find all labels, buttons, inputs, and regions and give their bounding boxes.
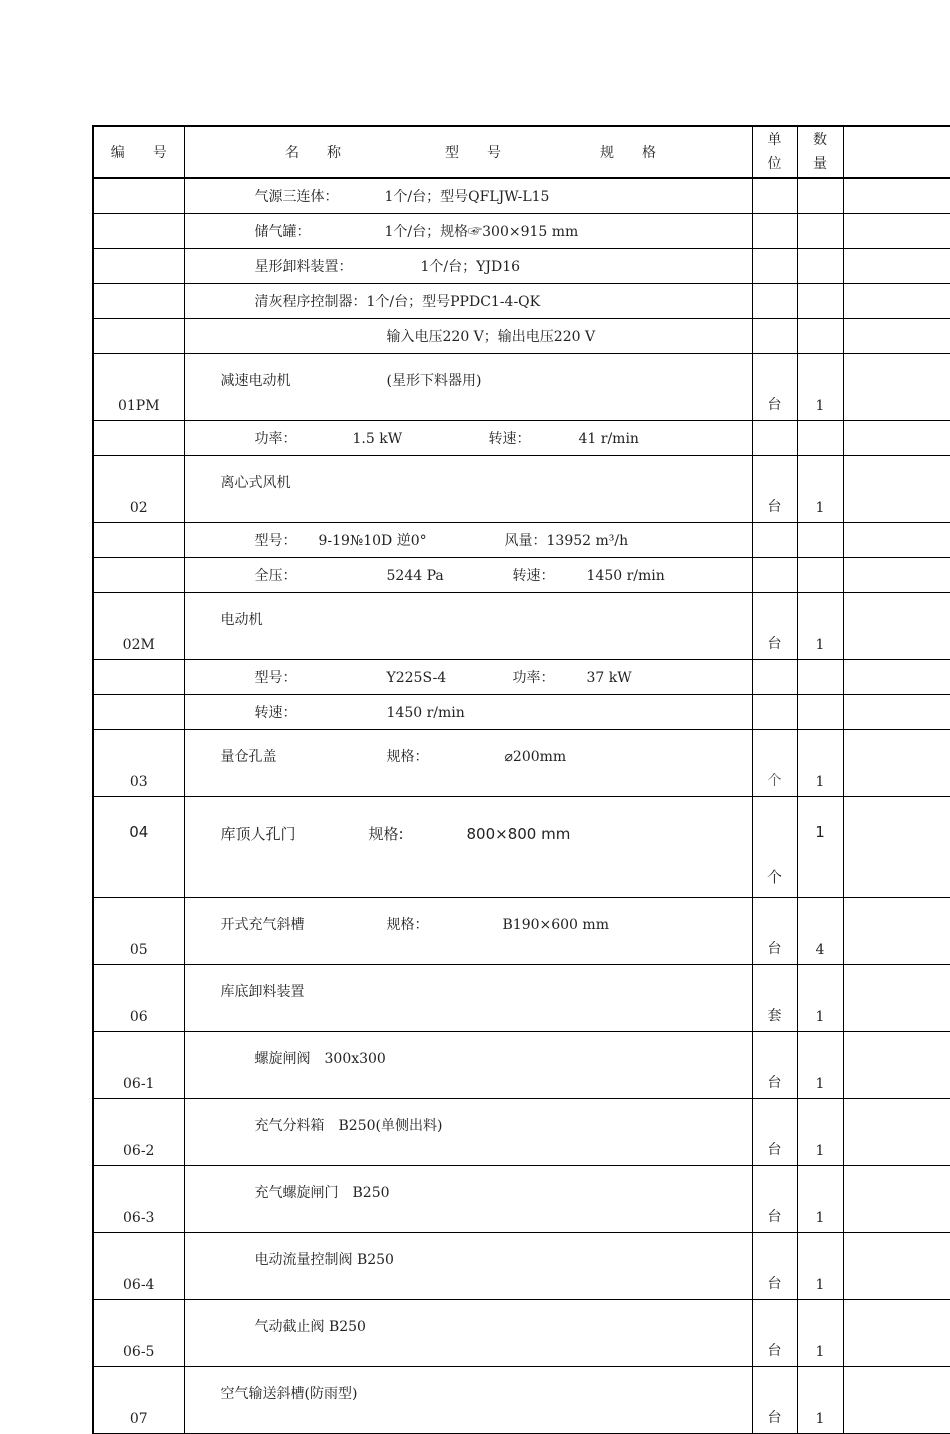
row-name [184, 797, 752, 898]
row-qty [797, 695, 843, 730]
row-text: 型号： [254, 533, 297, 549]
row-text: 风量：13952 m³/h [504, 533, 629, 549]
table-row [93, 660, 950, 695]
row-code [93, 421, 184, 456]
row-name [184, 178, 752, 214]
table-header-row [93, 126, 950, 178]
row-unit [752, 178, 797, 214]
row-qty [797, 319, 843, 354]
row-name: 空气输送斜槽(防雨型) [184, 1367, 752, 1434]
row-code: 04 [93, 797, 184, 898]
row-qty: 4 [797, 898, 843, 965]
row-qty: 1 [797, 1166, 843, 1233]
table-row [93, 284, 950, 319]
row-qty [797, 660, 843, 695]
row-code [93, 660, 184, 695]
header-remark [843, 126, 950, 178]
row-code: 06-3 [93, 1166, 184, 1233]
header-spec-part: 规 格 [600, 145, 656, 161]
header-model-part: 型 号 [445, 145, 501, 161]
row-name: 充气螺旋闸门 B250 [184, 1166, 752, 1233]
row-qty: 1 [797, 1233, 843, 1300]
table-row [93, 965, 950, 1032]
row-text: 储气罐： [254, 224, 311, 240]
row-qty: 1 [797, 456, 843, 523]
row-code: 06-5 [93, 1300, 184, 1367]
table-row [93, 695, 950, 730]
row-code: 06-2 [93, 1099, 184, 1166]
row-name [184, 695, 752, 730]
row-remark [843, 456, 950, 523]
row-qty: 1 [797, 1032, 843, 1099]
table-row [93, 1032, 950, 1099]
row-unit [752, 421, 797, 456]
row-code: 06-4 [93, 1233, 184, 1300]
row-name [184, 249, 752, 284]
row-qty: 1 [797, 354, 843, 421]
row-name: 电动机 [184, 593, 752, 660]
row-unit [752, 660, 797, 695]
row-remark [843, 178, 950, 214]
row-text: 规格： [386, 749, 429, 765]
row-text: 转速： [488, 431, 531, 447]
row-remark [843, 965, 950, 1032]
row-text: 5244 Pa [386, 568, 444, 584]
row-text: ⌀200mm [504, 749, 567, 765]
row-text: 转速： [254, 705, 297, 721]
row-qty: 1 [797, 593, 843, 660]
row-remark [843, 1099, 950, 1166]
row-unit: 台 [752, 456, 797, 523]
row-text: 星形卸料装置： [254, 259, 353, 275]
row-remark [843, 695, 950, 730]
table-row [93, 354, 950, 421]
row-code: 06 [93, 965, 184, 1032]
row-text: 1450 r/min [386, 705, 465, 721]
row-name [184, 214, 752, 249]
row-code: 05 [93, 898, 184, 965]
row-qty [797, 178, 843, 214]
row-name [184, 898, 752, 965]
row-qty [797, 558, 843, 593]
row-code [93, 178, 184, 214]
table-row [93, 178, 950, 214]
row-code [93, 319, 184, 354]
row-qty [797, 523, 843, 558]
table-row [93, 523, 950, 558]
row-unit: 台 [752, 1099, 797, 1166]
row-text: 41 r/min [578, 431, 639, 447]
row-unit: 个 [752, 730, 797, 797]
row-qty [797, 284, 843, 319]
row-remark [843, 1233, 950, 1300]
row-unit [752, 249, 797, 284]
row-name: 气动截止阀 B250 [184, 1300, 752, 1367]
table-row [93, 898, 950, 965]
row-name [184, 421, 752, 456]
row-code [93, 284, 184, 319]
header-unit: 单 位 [752, 126, 797, 178]
row-remark [843, 1032, 950, 1099]
table-row [93, 214, 950, 249]
row-text: 全压： [254, 568, 297, 584]
row-qty: 1 [797, 1099, 843, 1166]
row-remark [843, 354, 950, 421]
row-text: 800×800 mm [466, 825, 571, 843]
row-remark [843, 319, 950, 354]
header-name [184, 126, 752, 178]
header-qty: 数 量 [797, 126, 843, 178]
row-qty: 1 [797, 1367, 843, 1434]
table-row [93, 1166, 950, 1233]
row-remark [843, 1166, 950, 1233]
table-row [93, 421, 950, 456]
row-text: 1.5 kW [352, 431, 403, 447]
row-name: 库底卸料装置 [184, 965, 752, 1032]
row-qty [797, 214, 843, 249]
row-unit: 台 [752, 354, 797, 421]
row-text: 减速电动机 [220, 373, 291, 389]
row-unit: 台 [752, 593, 797, 660]
row-text: 型号： [254, 670, 297, 686]
row-remark [843, 898, 950, 965]
row-unit: 台 [752, 1233, 797, 1300]
table-row [93, 456, 950, 523]
row-text: 1个/台；规格☞300×915 mm [384, 224, 579, 240]
row-code [93, 695, 184, 730]
row-text: 37 kW [586, 670, 632, 686]
row-text: 功率： [254, 431, 297, 447]
row-code: 01PM [93, 354, 184, 421]
row-text: 1450 r/min [586, 568, 665, 584]
row-remark [843, 593, 950, 660]
row-code: 07 [93, 1367, 184, 1434]
row-remark [843, 249, 950, 284]
row-qty: 1 [797, 730, 843, 797]
row-unit: 台 [752, 1300, 797, 1367]
row-remark [843, 214, 950, 249]
row-unit: 台 [752, 1367, 797, 1434]
row-qty: 1 [797, 965, 843, 1032]
row-unit [752, 284, 797, 319]
row-code: 02M [93, 593, 184, 660]
row-text: 量仓孔盖 [220, 749, 277, 765]
row-text: 开式充气斜槽 [220, 917, 305, 933]
row-remark [843, 730, 950, 797]
row-name [184, 558, 752, 593]
table-row [93, 319, 950, 354]
table-row [93, 1233, 950, 1300]
row-unit: 台 [752, 1166, 797, 1233]
row-text: 规格: [368, 825, 404, 843]
row-code: 06-1 [93, 1032, 184, 1099]
row-text: 1个/台；型号QFLJW-L15 [384, 189, 550, 205]
row-unit: 个 [752, 797, 797, 898]
row-code: 02 [93, 456, 184, 523]
row-unit [752, 523, 797, 558]
row-code [93, 214, 184, 249]
row-qty: 1 [797, 1300, 843, 1367]
row-text: (星形下料器用) [386, 373, 482, 389]
table-row [93, 797, 950, 898]
table-row [93, 1099, 950, 1166]
row-text: 气源三连体： [254, 189, 339, 205]
row-qty [797, 421, 843, 456]
row-unit [752, 695, 797, 730]
row-remark [843, 284, 950, 319]
row-code [93, 249, 184, 284]
row-text: Y225S-4 [386, 670, 447, 686]
table-row [93, 593, 950, 660]
row-name [184, 523, 752, 558]
table-row [93, 558, 950, 593]
row-qty: 1 [797, 797, 843, 898]
row-unit: 台 [752, 1032, 797, 1099]
row-remark [843, 660, 950, 695]
row-name: 电动流量控制阀 B250 [184, 1233, 752, 1300]
equipment-spec-table [92, 125, 950, 1434]
row-text: 库顶人孔门 [220, 825, 296, 843]
row-code [93, 558, 184, 593]
table-row [93, 730, 950, 797]
row-name: 清灰程序控制器：1个/台；型号PPDC1-4-QK [184, 284, 752, 319]
row-remark [843, 1300, 950, 1367]
row-text: B190×600 mm [502, 917, 609, 933]
row-name [184, 660, 752, 695]
row-text: 1个/台；YJD16 [420, 259, 521, 275]
row-text: 9-19№10D 逆0° [318, 533, 427, 549]
row-text: 转速： [512, 568, 555, 584]
row-unit [752, 214, 797, 249]
table-row [93, 1367, 950, 1434]
row-text: 规格： [386, 917, 429, 933]
row-name [184, 730, 752, 797]
row-code: 03 [93, 730, 184, 797]
row-name [184, 354, 752, 421]
row-name: 螺旋闸阀 300x300 [184, 1032, 752, 1099]
row-remark [843, 421, 950, 456]
row-text: 功率： [512, 670, 555, 686]
row-name: 离心式风机 [184, 456, 752, 523]
table-row [93, 1300, 950, 1367]
row-unit: 台 [752, 898, 797, 965]
row-name: 输入电压220 V；输出电压220 V [184, 319, 752, 354]
table-row [93, 249, 950, 284]
row-unit [752, 558, 797, 593]
row-name: 充气分料箱 B250(单侧出料) [184, 1099, 752, 1166]
row-remark [843, 558, 950, 593]
row-remark [843, 1367, 950, 1434]
row-unit: 套 [752, 965, 797, 1032]
row-remark [843, 523, 950, 558]
row-code [93, 523, 184, 558]
row-remark [843, 797, 950, 898]
row-unit [752, 319, 797, 354]
header-name-part: 名 称 [285, 145, 341, 161]
header-code: 编 号 [93, 126, 184, 178]
row-qty [797, 249, 843, 284]
